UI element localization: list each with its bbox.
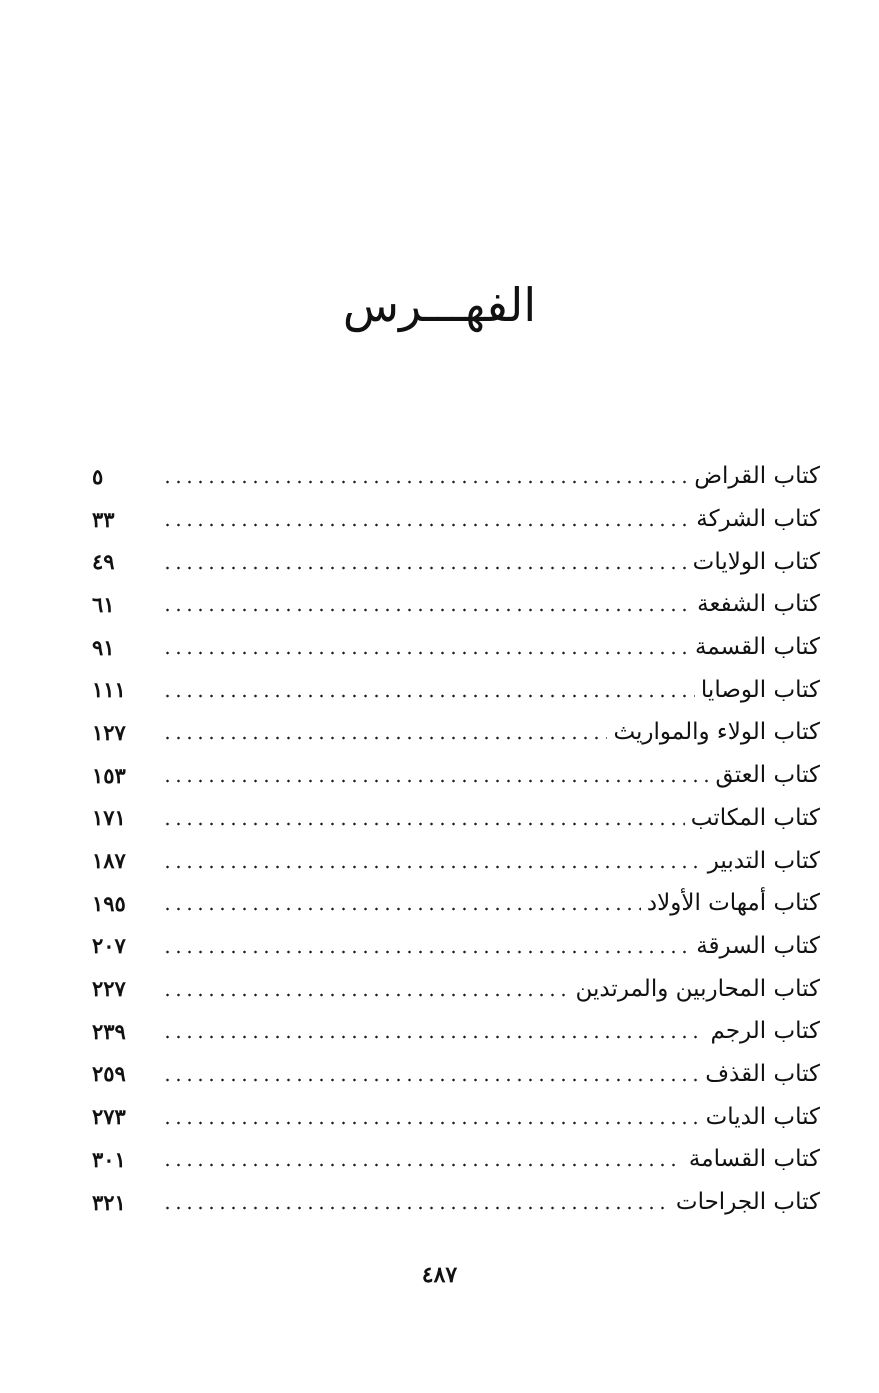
toc-entry bbox=[92, 711, 820, 754]
toc-entry-title: كتاب الجراحات bbox=[675, 1189, 820, 1216]
toc-entry-page: ٥ bbox=[92, 463, 104, 489]
dot-leader bbox=[162, 1204, 670, 1212]
toc-entry-title: كتاب الولاء والمواريث bbox=[613, 719, 820, 746]
toc-entry-title: كتاب الشفعة bbox=[697, 591, 820, 618]
toc-entry-page: ١٩٥ bbox=[92, 890, 126, 916]
toc-entry-page: ٤٩ bbox=[92, 549, 115, 575]
toc-entry-title: كتاب الرجم bbox=[710, 1018, 820, 1045]
toc-entry-title: كتاب القسمة bbox=[694, 634, 820, 661]
dot-leader bbox=[162, 649, 689, 657]
dot-leader bbox=[162, 521, 690, 529]
toc-entry bbox=[92, 626, 820, 669]
toc-entry-page: ١٢٧ bbox=[92, 719, 126, 745]
dot-leader bbox=[162, 478, 688, 486]
toc-entry-page: ١٨٧ bbox=[92, 848, 126, 874]
dot-leader bbox=[162, 606, 691, 614]
toc-entry-page: ٢٠٧ bbox=[92, 933, 126, 959]
toc-entry-page: ٢٧٣ bbox=[92, 1104, 126, 1130]
page-title: الفهـــرس bbox=[342, 278, 537, 332]
dot-leader bbox=[162, 1119, 700, 1127]
dot-leader bbox=[162, 777, 710, 785]
dot-leader bbox=[162, 863, 702, 871]
dot-leader bbox=[162, 948, 690, 956]
toc-entry-title: كتاب العتق bbox=[715, 762, 820, 789]
dot-leader bbox=[162, 820, 685, 828]
dot-leader bbox=[162, 734, 607, 742]
toc-entry-page: ٣٠١ bbox=[92, 1146, 126, 1172]
toc-entry-page: ٢٣٩ bbox=[92, 1018, 126, 1044]
toc-entry bbox=[92, 797, 820, 840]
dot-leader bbox=[162, 1076, 699, 1084]
toc-entry-title: كتاب القذف bbox=[705, 1060, 820, 1087]
toc-entry-title: كتاب المحاربين والمرتدين bbox=[575, 975, 820, 1002]
dot-leader bbox=[162, 991, 569, 999]
toc-entry bbox=[92, 1010, 820, 1053]
toc-entry-page: ١٧١ bbox=[92, 805, 126, 831]
table-of-contents bbox=[92, 455, 820, 1223]
toc-entry bbox=[92, 882, 820, 925]
toc-entry-title: كتاب المكاتب bbox=[690, 804, 820, 831]
toc-entry-title: كتاب الشركة bbox=[696, 506, 820, 533]
toc-entry-page: ٢٢٧ bbox=[92, 976, 126, 1002]
toc-entry bbox=[92, 754, 820, 797]
toc-entry bbox=[92, 839, 820, 882]
toc-entry-page: ١١١ bbox=[92, 677, 126, 703]
toc-entry-page: ٦١ bbox=[92, 591, 115, 617]
toc-entry bbox=[92, 925, 820, 968]
toc-entry bbox=[92, 498, 820, 541]
toc-entry bbox=[92, 1053, 820, 1096]
toc-entry-title: كتاب السرقة bbox=[696, 932, 820, 959]
toc-entry-title: كتاب أمهات الأولاد bbox=[646, 890, 820, 917]
dot-leader bbox=[162, 1161, 683, 1169]
toc-entry-title: كتاب التدبير bbox=[707, 847, 820, 874]
toc-entry-page: ٩١ bbox=[92, 634, 115, 660]
toc-entry bbox=[92, 668, 820, 711]
toc-entry-page: ١٥٣ bbox=[92, 762, 126, 788]
dot-leader bbox=[162, 692, 695, 700]
toc-entry bbox=[92, 455, 820, 498]
toc-entry-page: ٢٥٩ bbox=[92, 1061, 126, 1087]
toc-entry-title: كتاب الولايات bbox=[692, 548, 820, 575]
dot-leader bbox=[162, 1033, 705, 1041]
toc-entry-page: ٣٢١ bbox=[92, 1189, 126, 1215]
toc-entry bbox=[92, 1138, 820, 1181]
toc-entry bbox=[92, 540, 820, 583]
toc-entry-page: ٣٣ bbox=[92, 506, 115, 532]
page-number: ٤٨٧ bbox=[421, 1262, 458, 1288]
toc-entry bbox=[92, 1181, 820, 1224]
toc-entry-title: كتاب القسامة bbox=[688, 1146, 820, 1173]
dot-leader bbox=[162, 564, 687, 572]
toc-entry bbox=[92, 1095, 820, 1138]
toc-entry-title: كتاب الوصايا bbox=[700, 676, 820, 703]
dot-leader bbox=[162, 905, 641, 913]
toc-entry bbox=[92, 967, 820, 1010]
toc-entry bbox=[92, 583, 820, 626]
toc-entry-title: كتاب القراض bbox=[694, 463, 820, 490]
toc-entry-title: كتاب الديات bbox=[705, 1103, 820, 1130]
